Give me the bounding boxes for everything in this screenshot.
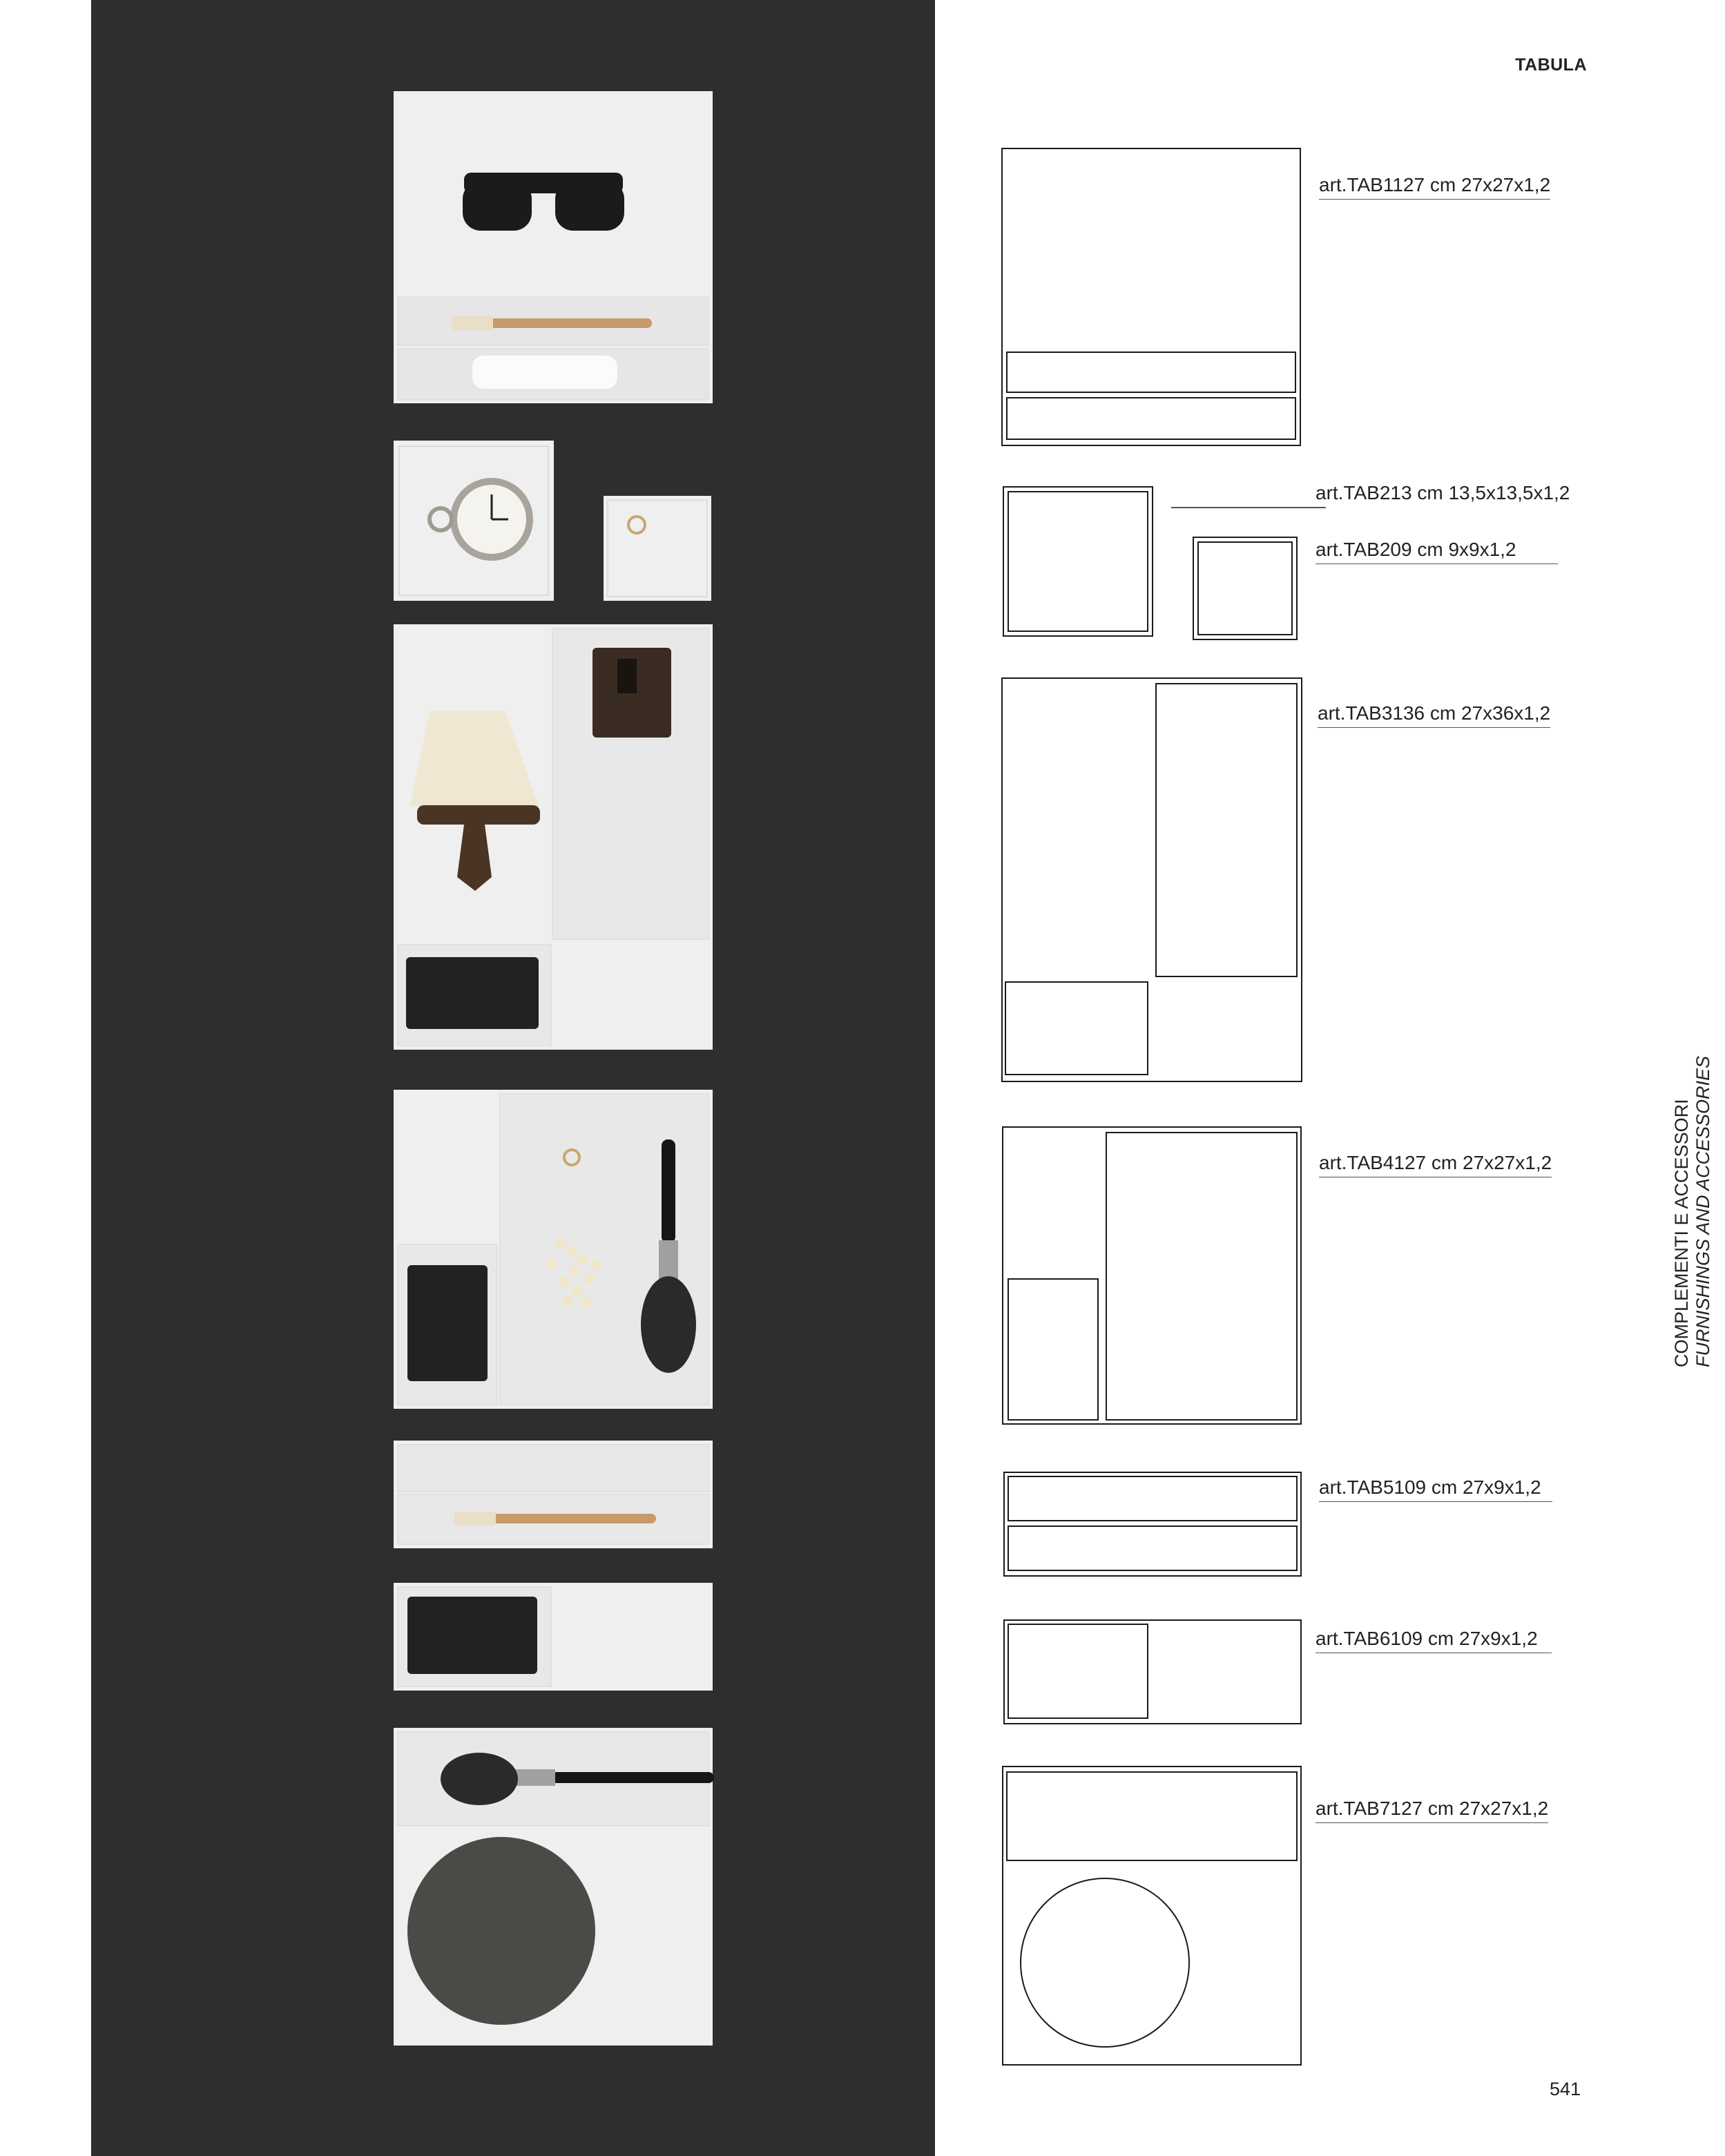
product-code: art.TAB5109 [1319, 1476, 1427, 1498]
tray-tab6109-photo [394, 1583, 713, 1691]
product-code: art.TAB6109 [1316, 1628, 1423, 1649]
toothbrush-icon [452, 316, 652, 330]
technical-drawings [994, 138, 1326, 2072]
toothbrush-icon [454, 1512, 656, 1525]
product-dims: cm 27x27x1,2 [1431, 1152, 1552, 1173]
drawing-tab6109 [1004, 1620, 1301, 1724]
product-code: art.TAB209 [1316, 539, 1412, 560]
label-tab7127 [1316, 1798, 1548, 1823]
tray-tab209-photo [604, 496, 711, 601]
drawing-tab3136 [1002, 678, 1302, 1081]
section-label-it: COMPLEMENTI E ACCESSORI [1671, 1099, 1692, 1367]
product-dims: cm 13,5x13,5x1,2 [1417, 482, 1570, 503]
soap-bar-icon [407, 1597, 537, 1674]
page-number: 541 [1550, 2079, 1581, 2099]
label-tab4127 [1319, 1152, 1552, 1177]
drawing-tab213 [1003, 487, 1153, 636]
mirror-icon [407, 1837, 595, 2025]
section-label-en: FURNISHINGS AND ACCESSORIES [1693, 1055, 1713, 1367]
label-tab209 [1316, 539, 1558, 564]
product-code: art.TAB7127 [1316, 1798, 1423, 1819]
tray-tab4127-photo [394, 1090, 713, 1409]
tray-tab5109-photo [394, 1441, 713, 1548]
product-dims: cm 27x9x1,2 [1427, 1628, 1538, 1649]
label-tab3136 [1318, 702, 1550, 728]
tray-tab7127-photo [394, 1728, 714, 2046]
drawing-tab209 [1193, 537, 1297, 639]
tray-tab3136-photo [394, 624, 713, 1050]
product-code: art.TAB1127 [1319, 174, 1425, 195]
product-dims: cm 27x27x1,2 [1427, 1798, 1549, 1819]
drawing-tab5109 [1004, 1472, 1301, 1576]
tray-tab213-photo [394, 441, 554, 601]
drawing-tab7127 [1003, 1767, 1301, 2065]
product-code: art.TAB213 [1316, 482, 1412, 503]
label-tab213 [1316, 482, 1570, 507]
soap-bar-icon [406, 957, 539, 1029]
label-tab1127 [1319, 174, 1550, 200]
product-photo [91, 0, 935, 2156]
product-code: art.TAB3136 [1318, 702, 1425, 724]
label-tab5109 [1319, 1476, 1552, 1502]
drawing-tab4127 [1003, 1127, 1301, 1424]
product-dims: cm 27x9x1,2 [1431, 1476, 1541, 1498]
product-dims: cm 27x36x1,2 [1429, 702, 1551, 724]
label-tab6109 [1316, 1628, 1552, 1653]
toothpaste-tube-icon [472, 356, 617, 389]
product-code: art.TAB4127 [1319, 1152, 1427, 1173]
drawing-tab1127 [1002, 148, 1300, 445]
tray-tab1127-photo [394, 91, 713, 403]
soap-bar-icon [407, 1265, 488, 1381]
product-dims: cm 27x27x1,2 [1429, 174, 1551, 195]
brand-title: TABULA [1515, 55, 1587, 75]
product-dims: cm 9x9x1,2 [1417, 539, 1516, 560]
section-label [1671, 1022, 1714, 1367]
dispenser-icon [592, 648, 671, 738]
